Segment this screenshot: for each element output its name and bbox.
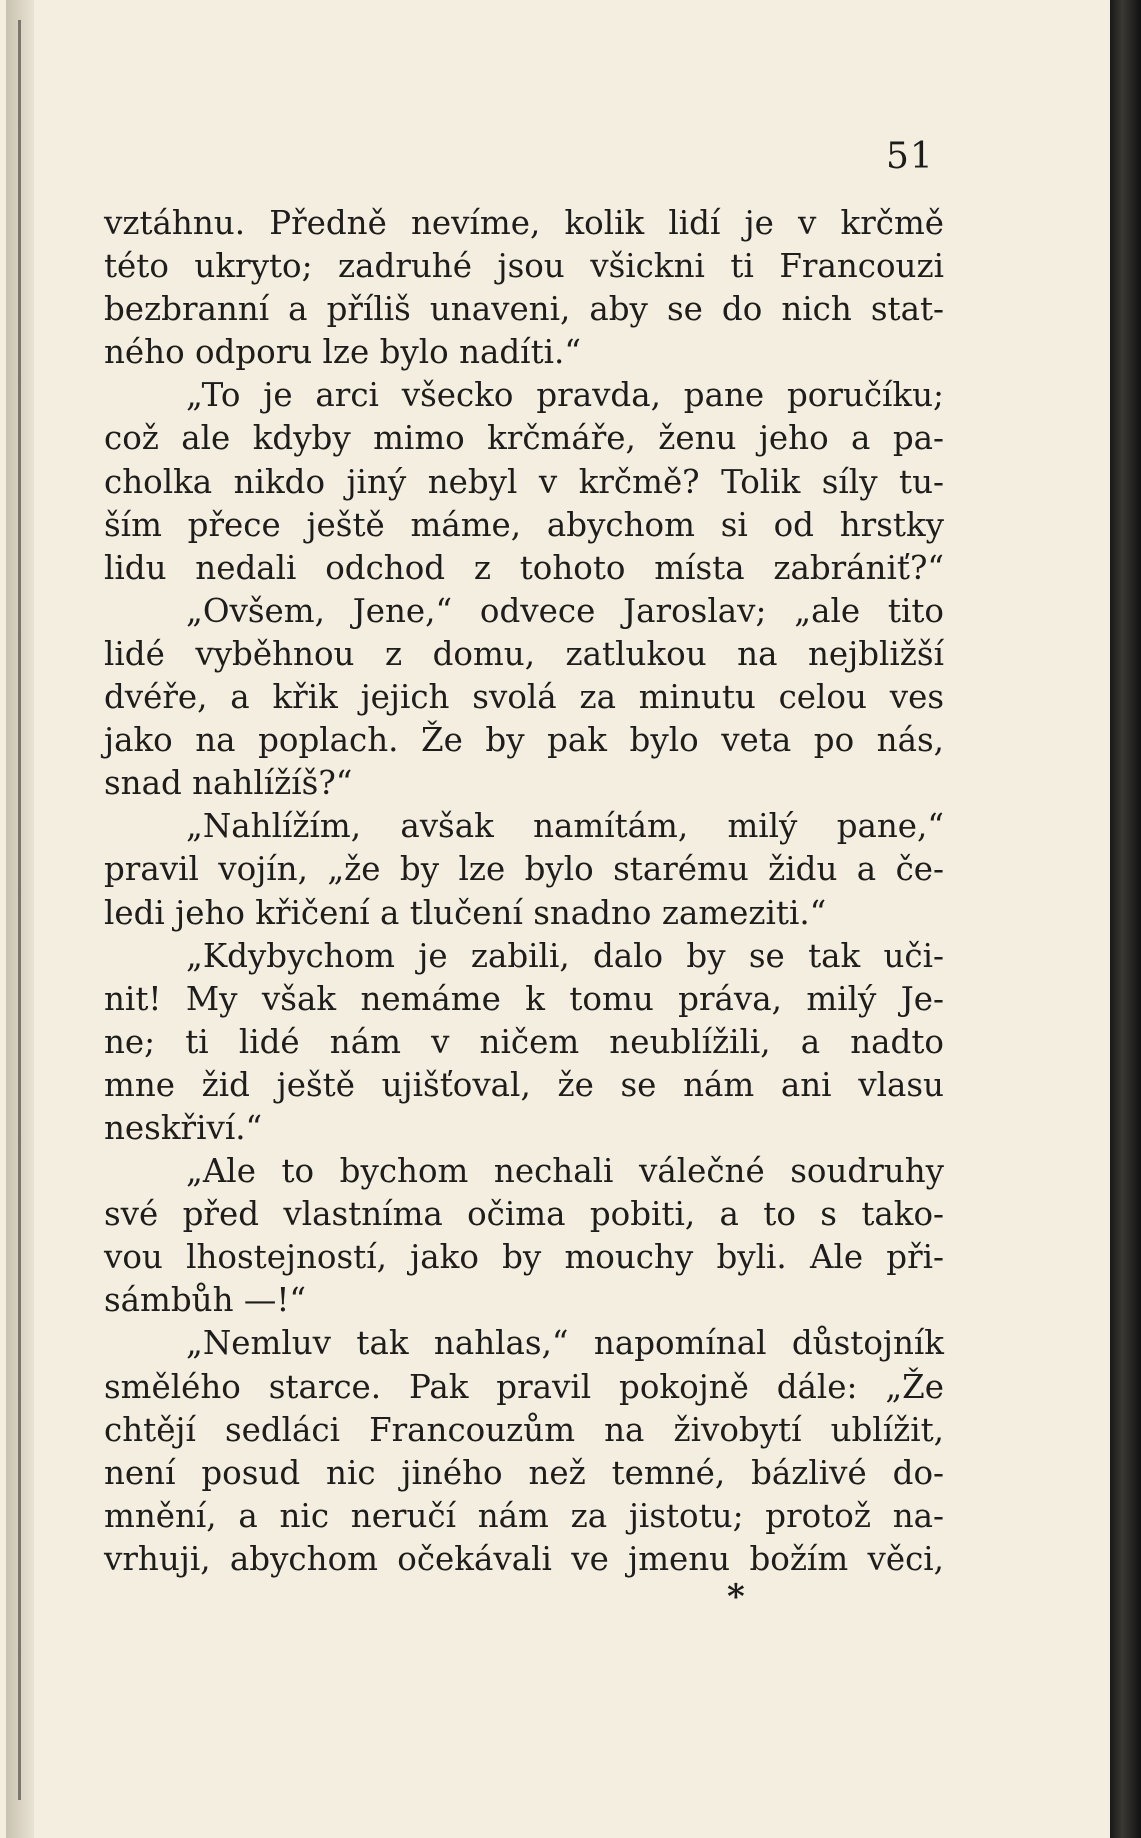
text-line: „Nemluv tak nahlas,“ napomínal důstojník	[186, 1324, 944, 1363]
text-line: není posud nic jiného než temné, bázlivé do-	[104, 1453, 944, 1492]
text-line: neskřiví.“	[104, 1108, 263, 1147]
text-line: mne žid ještě ujišťoval, že se nám ani vlasu	[104, 1065, 944, 1104]
page-binding-line	[18, 20, 21, 1800]
text-line: vou lhostejností, jako by mouchy byli. Ale při-	[104, 1238, 944, 1277]
text-line: cholka nikdo jiný nebyl v krčmě? Tolik síly tu-	[104, 462, 944, 501]
text-line: dvéře, a křik jejich svolá za minutu celou ves	[104, 678, 944, 717]
text-line: „Ovšem, Jene,“ odvece Jaroslav; „ale tito	[186, 591, 944, 630]
text-line: lidu nedali odchod z tohoto místa zabrániť?“	[104, 548, 944, 587]
signature-mark: *	[727, 1577, 745, 1617]
text-line: ne; ti lidé nám v ničem neublížili, a nadto	[104, 1022, 944, 1061]
text-line: pravil vojín, „že by lze bylo starému židu a če-	[104, 850, 944, 889]
text-line: „Kdybychom je zabili, dalo by se tak uči-	[186, 936, 944, 975]
text-line: což ale kdyby mimo krčmáře, ženu jeho a pa-	[104, 419, 944, 458]
text-line: „Nahlížím, avšak namítám, milý pane,“	[186, 807, 944, 846]
text-line: „Ale to bychom nechali válečné soudruhy	[186, 1152, 944, 1191]
text-line: chtějí sedláci Francouzům na živobytí ublížit,	[104, 1410, 944, 1449]
book-spine-shadow	[1110, 0, 1141, 1838]
text-line: smělého starce. Pak pravil pokojně dále: „Že	[104, 1367, 944, 1406]
text-line: sámbůh —!“	[104, 1281, 307, 1320]
text-line: této ukryto; zadruhé jsou všickni ti Francouzi	[104, 247, 944, 286]
page-number: 51	[886, 136, 934, 177]
text-line: nit! My však nemáme k tomu práva, milý Je-	[104, 979, 944, 1018]
text-line: ledi jeho křičení a tlučení snadno zameziti.“	[104, 893, 827, 932]
text-line: bezbranní a příliš unaveni, aby se do nich stat-	[104, 290, 944, 329]
text-line: ším přece ještě máme, abychom si od hrstky	[104, 505, 944, 544]
text-line: „To je arci všecko pravda, pane poručíku;	[186, 376, 944, 415]
text-line: snad nahlížíš?“	[104, 764, 353, 803]
text-line: vztáhnu. Předně nevíme, kolik lidí je v krčmě	[104, 204, 944, 242]
text-line: vrhuji, abychom očekávali ve jmenu božím věci,	[104, 1539, 944, 1578]
text-line: své před vlastníma očima pobiti, a to s tako-	[104, 1195, 944, 1234]
text-line: jako na poplach. Že by pak bylo veta po nás,	[104, 721, 944, 760]
text-line: lidé vyběhnou z domu, zatlukou na nejbližší	[104, 634, 944, 673]
text-line: mnění, a nic neručí nám za jistotu; protož na-	[104, 1496, 944, 1535]
body-text	[104, 202, 944, 1581]
text-line: ného odporu lze bylo nadíti.“	[104, 333, 581, 372]
